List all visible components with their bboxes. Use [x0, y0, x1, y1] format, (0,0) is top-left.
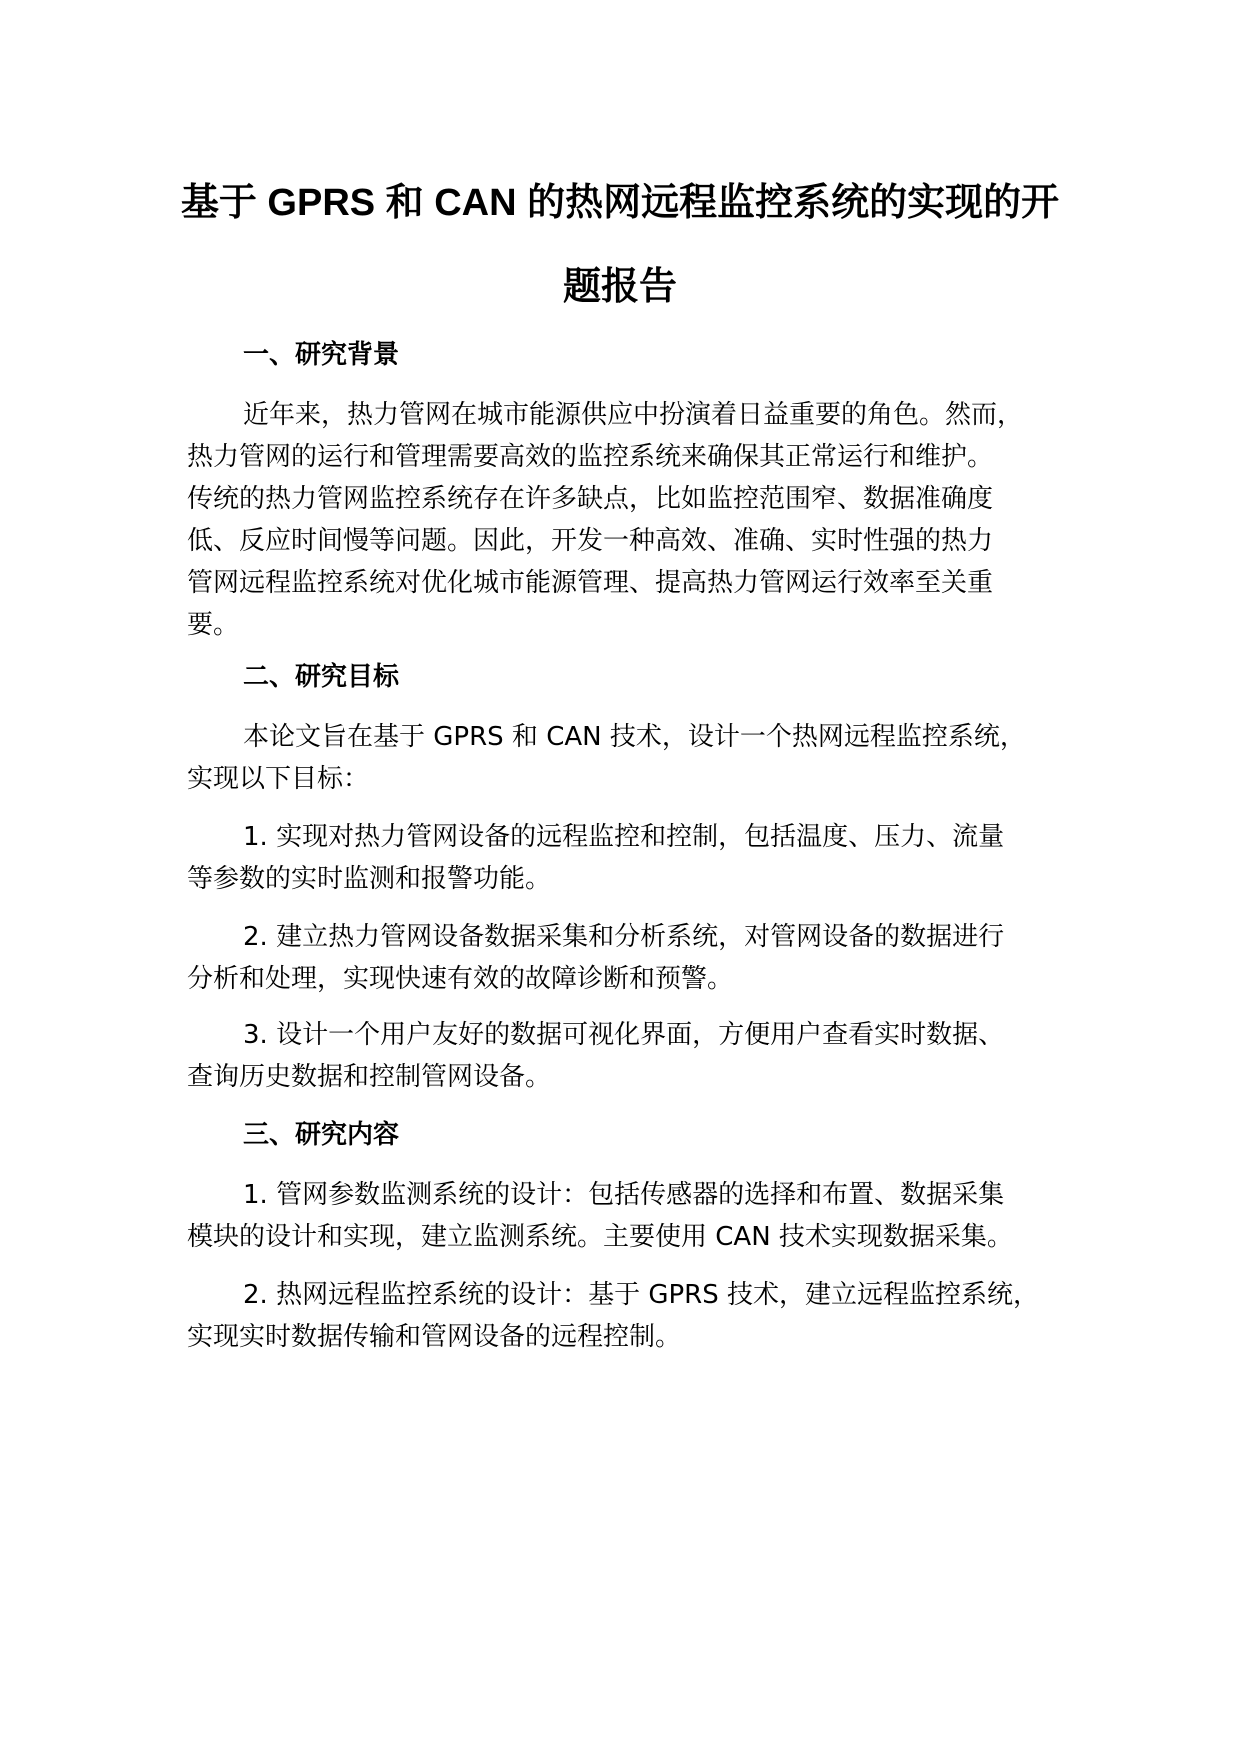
paragraph-background	[187, 394, 1077, 646]
paragraph-line: 传统的热力管网监控系统存在许多缺点，比如监控范围窄、数据准确度	[187, 484, 994, 514]
paragraph-line: 1. 实现对热力管网设备的远程监控和控制，包括温度、压力、流量	[243, 822, 1005, 852]
section-heading-background: 一、研究背景	[243, 340, 400, 370]
content-item-1	[187, 1174, 1077, 1258]
content-item-2	[187, 1274, 1077, 1358]
paragraph-objectives-intro	[187, 716, 1077, 800]
paragraph-line: 2. 建立热力管网设备数据采集和分析系统，对管网设备的数据进行	[243, 922, 1005, 952]
section-heading-objectives: 二、研究目标	[243, 662, 400, 692]
paragraph-line: 等参数的实时监测和报警功能。	[187, 864, 552, 894]
document-title-line-1: 基于 GPRS 和 CAN 的热网远程监控系统的实现的开	[180, 182, 1060, 224]
paragraph-line: 本论文旨在基于 GPRS 和 CAN 技术，设计一个热网远程监控系统，	[243, 722, 1026, 752]
paragraph-line: 3. 设计一个用户友好的数据可视化界面，方便用户查看实时数据、	[243, 1020, 1005, 1050]
objective-item-2	[187, 916, 1077, 1000]
paragraph-line: 实现以下目标：	[187, 764, 370, 794]
paragraph-line: 低、反应时间慢等问题。因此，开发一种高效、准确、实时性强的热力	[187, 526, 994, 556]
document-title-line-2: 题报告	[562, 266, 677, 308]
objective-item-1	[187, 816, 1077, 900]
paragraph-line: 要。	[187, 610, 240, 640]
paragraph-line: 分析和处理，实现快速有效的故障诊断和预警。	[187, 964, 734, 994]
paragraph-line: 热力管网的运行和管理需要高效的监控系统来确保其正常运行和维护。	[187, 442, 994, 472]
paragraph-line: 2. 热网远程监控系统的设计：基于 GPRS 技术，建立远程监控系统，	[243, 1280, 1039, 1310]
section-heading-content: 三、研究内容	[243, 1120, 400, 1150]
paragraph-line: 近年来，热力管网在城市能源供应中扮演着日益重要的角色。然而，	[243, 400, 1024, 430]
paragraph-line: 管网远程监控系统对优化城市能源管理、提高热力管网运行效率至关重	[187, 568, 994, 598]
paragraph-line: 查询历史数据和控制管网设备。	[187, 1062, 552, 1092]
objective-item-3	[187, 1014, 1077, 1098]
paragraph-line: 1. 管网参数监测系统的设计：包括传感器的选择和布置、数据采集	[243, 1180, 1005, 1210]
paragraph-line: 实现实时数据传输和管网设备的远程控制。	[187, 1322, 682, 1352]
paragraph-line: 模块的设计和实现，建立监测系统。主要使用 CAN 技术实现数据采集。	[187, 1222, 1013, 1252]
